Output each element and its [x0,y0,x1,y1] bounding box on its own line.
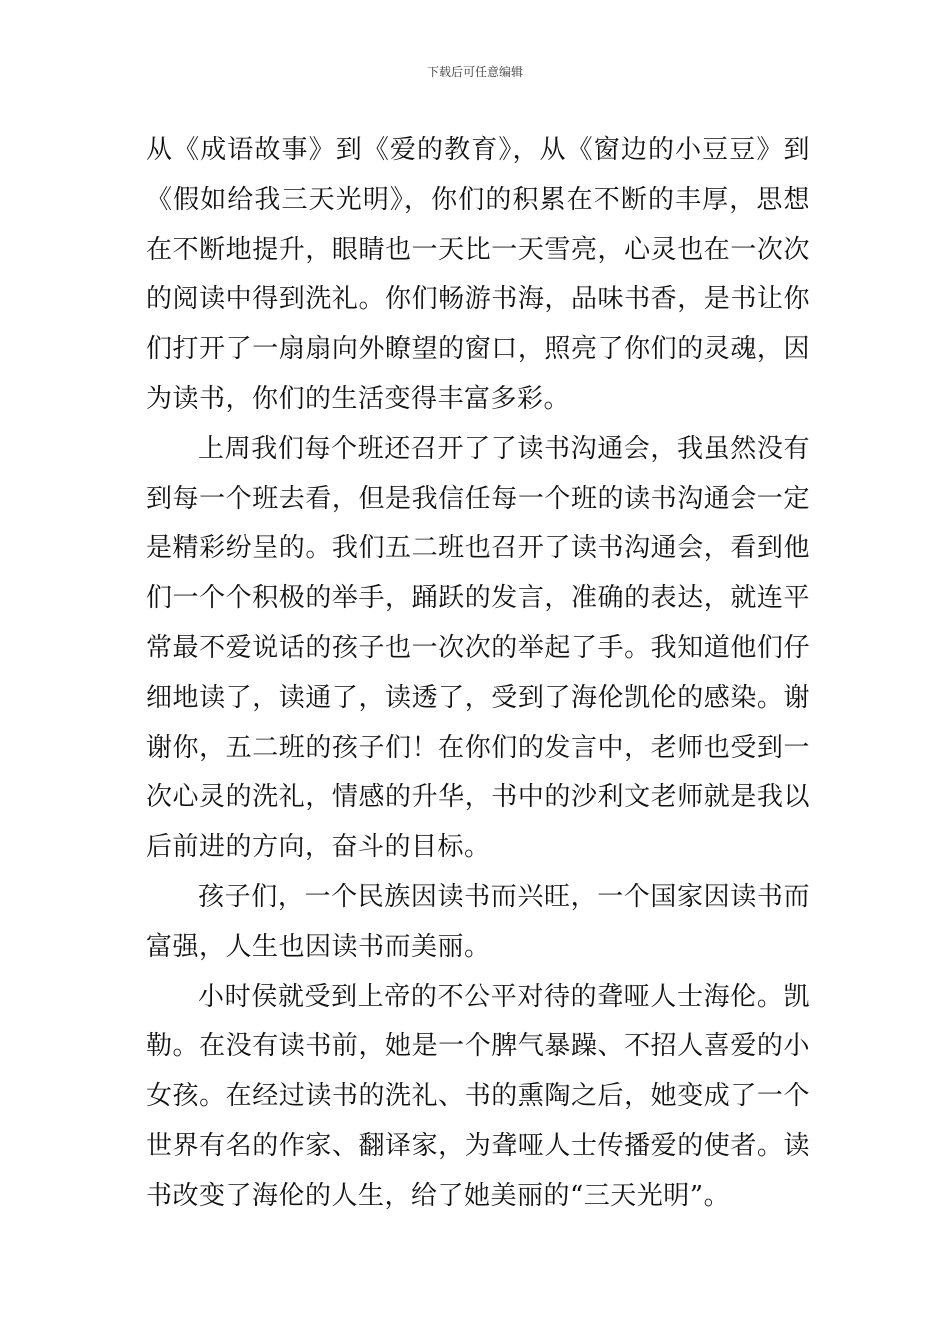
page-header-note: 下载后可任意编辑 [426,65,523,79]
paragraph-2: 上周我们每个班还召开了了读书沟通会，我虽然没有到每一个班去看，但是我信任每一个班的读书沟通会一定是精彩纷呈的。我们五二班也召开了读书沟通会，看到他们一个个积极的举手，踊跃的发言，准确的表达，就连平常最不爱说话的孩子也一次次的举起了手。我知道他们仔细地读了，读通了，读透了，受到了海伦凯伦的感染。谢谢你，五二班的孩子们！在你们的发言中，老师也受到一次心灵的洗礼，情感的升华，书中的沙利文老师就是我以后前进的方向，奋斗的目标。 [146,433,810,863]
paragraph-4: 小时侯就受到上帝的不公平对待的聋哑人士海伦。凯勒。在没有读书前，她是一个脾气暴躁、不招人喜爱的小女孩。在经过读书的洗礼、书的熏陶之后，她变成了一个世界有名的作家、翻译家，为聋哑人士传播爱的使者。读书改变了海伦的人生，给了她美丽的“三天光明”。 [146,981,810,1211]
document-body [146,126,810,1222]
paragraph-1: 从《成语故事》到《爱的教育》，从《窗边的小豆豆》到《假如给我三天光明》，你们的积累在不断的丰厚，思想在不断地提升，眼睛也一天比一天雪亮，心灵也在一次次的阅读中得到洗礼。你们畅游书海，品味书香，是书让你们打开了一扇扇向外瞭望的窗口，照亮了你们的灵魂，因为读书，你们的生活变得丰富多彩。 [146,135,810,414]
paragraph-3: 孩子们，一个民族因读书而兴旺，一个国家因读书而富强，人生也因读书而美丽。 [146,881,810,962]
